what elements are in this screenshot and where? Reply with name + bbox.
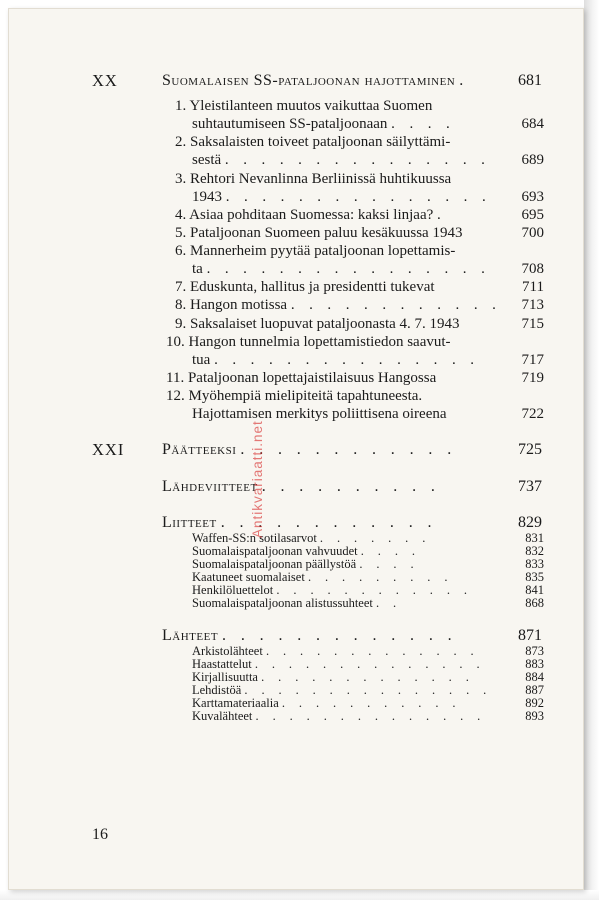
toc-entry-line: 8. Hangon motissa . . . . . . . . . . . . xyxy=(175,297,502,313)
section-subitem: Waffen-SS:n sotilasarvot . . . . . . . xyxy=(192,531,431,545)
toc-entry-line: 7. Eduskunta, hallitus ja presidentti tukevat xyxy=(175,279,435,295)
toc-entry-page: 689 xyxy=(521,152,544,168)
section-subitem: Arkistolähteet . . . . . . . . . . . . . xyxy=(192,644,480,658)
section-subitem-page: 832 xyxy=(525,544,544,558)
section-title: Lähdeviitteet . . . . . . . . . . xyxy=(162,478,441,495)
chapter-title: Päätteeksi . . . . . . . . . . . . xyxy=(162,441,457,458)
section-subitem: Lehdistöä . . . . . . . . . . . . . . . xyxy=(192,683,492,697)
toc-entry-page: 693 xyxy=(521,189,544,205)
section-subitem: Suomalaispataljoonan vahvuudet . . . . xyxy=(192,544,421,558)
toc-entry-page: 700 xyxy=(521,225,544,241)
toc-entry-line: Hajottamisen merkitys poliittisena oireena xyxy=(192,406,447,422)
toc-entry-line: 1943 . . . . . . . . . . . . . . . xyxy=(192,189,492,205)
toc-entry-page: 708 xyxy=(521,261,544,277)
page-number-footer: 16 xyxy=(92,826,108,843)
book-spine-edge xyxy=(584,0,599,900)
chapter-title: Suomalaisen SS-pataljoonan hajottaminen . xyxy=(162,72,469,89)
toc-entry-page: 695 xyxy=(521,207,544,223)
section-subitem-page: 868 xyxy=(525,596,544,610)
toc-entry-line: tua . . . . . . . . . . . . . . . xyxy=(192,352,480,368)
chapter-page-number: 681 xyxy=(518,72,542,89)
toc-entry-line: 2. Saksalaisten toiveet pataljoonan säilyttämi- xyxy=(175,134,451,150)
chapter-numeral: XX xyxy=(92,71,118,90)
section-subitem-page: 893 xyxy=(525,709,544,723)
toc-entry-line: ta . . . . . . . . . . . . . . . . xyxy=(192,261,491,277)
section-page-number: 829 xyxy=(518,514,542,531)
chapter-page-number: 725 xyxy=(518,441,542,458)
section-subitem-page: 887 xyxy=(525,683,544,697)
toc-entry-line: 1. Yleistilanteen muutos vaikuttaa Suomen xyxy=(175,98,433,114)
section-subitem-page: 884 xyxy=(525,670,544,684)
section-subitem-page: 873 xyxy=(525,644,544,658)
toc-entry-page: 715 xyxy=(521,316,544,332)
section-subitem-page: 892 xyxy=(525,696,544,710)
toc-entry-line: 11. Pataljoonan lopettajaistilaisuus Hangossa xyxy=(166,370,437,386)
toc-entry-line: 5. Pataljoonan Suomeen paluu kesäkuussa 1943 xyxy=(175,225,463,241)
toc-entry-line: 4. Asiaa pohditaan Suomessa: kaksi linjaa? . xyxy=(175,207,441,223)
section-subitem: Haastattelut . . . . . . . . . . . . . . xyxy=(192,657,486,671)
toc-entry-line: 3. Rehtori Nevanlinna Berliinissä huhtikuussa xyxy=(175,171,452,187)
toc-entry-page: 684 xyxy=(521,116,544,132)
section-subitem: Karttamateriaalia . . . . . . . . . . . xyxy=(192,696,461,710)
book-bottom-edge xyxy=(0,890,599,900)
toc-entry-line: 10. Hangon tunnelmia lopettamistiedon saavut- xyxy=(166,334,451,350)
watermark-text: Antikvariaatti.net xyxy=(250,420,265,538)
section-title: Lähteet . . . . . . . . . . . . . xyxy=(162,627,458,644)
section-subitem-page: 841 xyxy=(525,583,544,597)
section-subitem: Kuvalähteet . . . . . . . . . . . . . . xyxy=(192,709,486,723)
section-subitem-page: 883 xyxy=(525,657,544,671)
toc-entry-line: suhtautumiseen SS-pataljoonaan . . . . xyxy=(192,116,456,132)
toc-entry-line: 9. Saksalaiset luopuvat pataljoonasta 4. 7. 1943 xyxy=(175,316,460,332)
toc-entry-page: 711 xyxy=(522,279,544,295)
section-subitem: Suomalaispataljoonan alistussuhteet . . xyxy=(192,596,402,610)
chapter-numeral: XXI xyxy=(92,440,125,459)
section-subitem-page: 833 xyxy=(525,557,544,571)
toc-entry-line: sestä . . . . . . . . . . . . . . . xyxy=(192,152,491,168)
toc-entry-line: 6. Mannerheim pyytää pataljoonan lopettamis- xyxy=(175,243,456,259)
section-subitem-page: 835 xyxy=(525,570,544,584)
toc-entry-page: 717 xyxy=(521,352,544,368)
section-title: Liitteet . . . . . . . . . . . . xyxy=(162,514,437,531)
toc-entry-page: 713 xyxy=(521,297,544,313)
section-subitem: Henkilöluettelot . . . . . . . . . . . . xyxy=(192,583,473,597)
section-subitem: Suomalaispataljoonan päällystöä . . . . xyxy=(192,557,420,571)
section-subitem-page: 831 xyxy=(525,531,544,545)
section-subitem: Kaatuneet suomalaiset . . . . . . . . . xyxy=(192,570,453,584)
toc-entry-line: 12. Myöhempiä mielipiteitä tapahtuneesta. xyxy=(166,388,423,404)
section-subitem: Kirjallisuutta . . . . . . . . . . . . . xyxy=(192,670,475,684)
toc-entry-page: 719 xyxy=(521,370,544,386)
section-page-number: 871 xyxy=(518,627,542,644)
section-page-number: 737 xyxy=(518,478,542,495)
toc-entry-page: 722 xyxy=(521,406,544,422)
